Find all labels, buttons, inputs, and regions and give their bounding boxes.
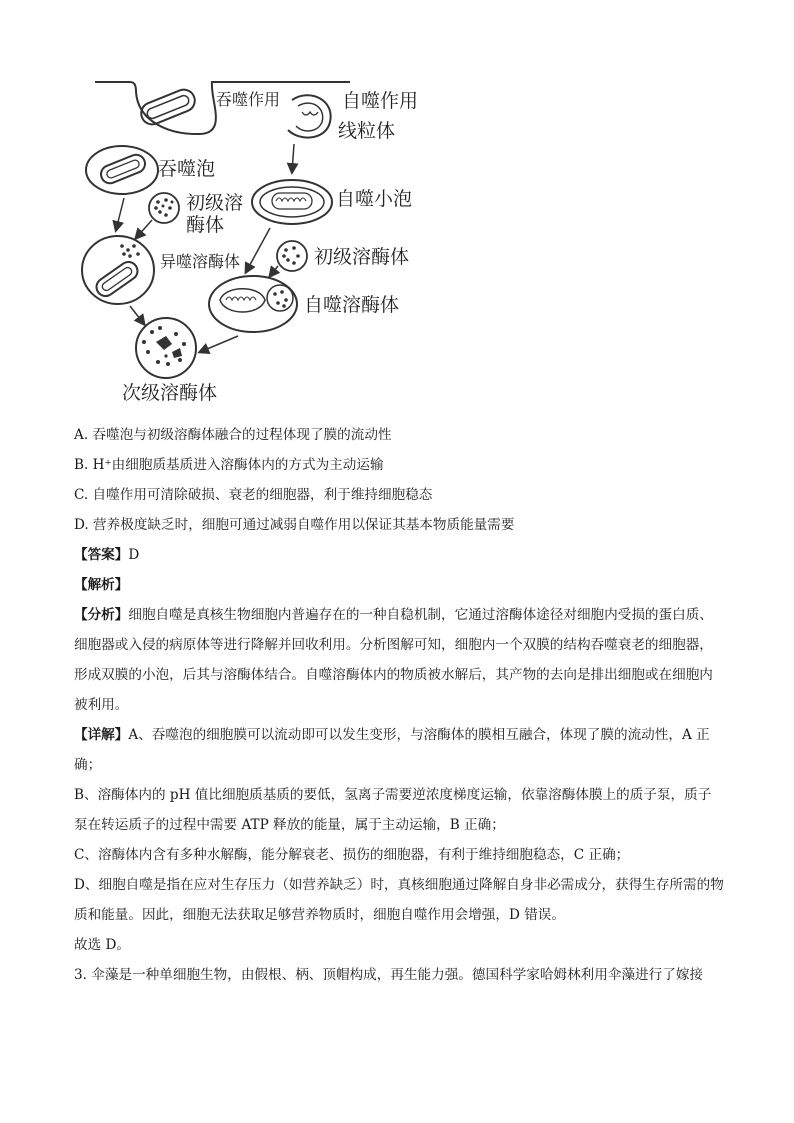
label-autophagosome: 自噬小泡 — [336, 188, 413, 210]
arrow-hetero-to-secondary — [130, 306, 144, 324]
option-a: A. 吞噬泡与初级溶酶体融合的过程体现了膜的流动性 — [74, 427, 392, 443]
analysis-tag: 【分析】 — [74, 607, 129, 623]
secondary-lysosome — [136, 318, 196, 378]
heterophagic-lysosome — [82, 236, 154, 304]
conclusion: 故选 D。 — [74, 937, 131, 953]
autophagic-lysosome — [209, 276, 297, 332]
arrow-auto-to-secondary — [200, 336, 238, 352]
arrow-lysosome1-merge — [136, 220, 152, 238]
answer-tag: 【答案】 — [74, 547, 129, 563]
diagram-drawing — [60, 60, 480, 410]
bacterium-at-membrane — [138, 86, 198, 127]
answer-value: D — [128, 547, 140, 563]
detail-tag: 【详解】 — [74, 727, 129, 743]
detail-c: C、溶酶体内含有多种水解酶，能分解衰老、损伤的细胞器，有利于维持细胞稳态，C 正确； — [74, 847, 630, 863]
arrow-autophagy-down — [292, 144, 294, 172]
next-question: 3. 伞藻是一种单细胞生物，由假根、柄、顶帽构成，再生能力强。德国科学家哈姆林利用伞藻进行了嫁接 — [74, 967, 704, 983]
arrow-autophagosome-down — [246, 228, 270, 272]
question-body — [74, 420, 724, 990]
analysis-text: 细胞自噬是真核生物细胞内普遍存在的一种自稳机制，它通过溶酶体途径对细胞内受损的蛋白质、细胞器或入侵的病原体等进行降解并回收利用。分析图解可知，细胞内一个双膜的结构吞噬衰老的细胞器，形成双膜的小泡，后其与溶酶体结合。自噬溶酶体内的物质被水解后，其产物的去向是排出细胞或在细胞内被利用。 — [74, 607, 713, 713]
label-heterophagic-lysosome: 异噬溶酶体 — [160, 252, 241, 271]
label-primary-lysosome-1-line1: 初级溶 — [186, 192, 244, 214]
autophagosome — [252, 180, 332, 224]
label-secondary-lysosome: 次级溶酶体 — [122, 382, 218, 404]
option-c: C. 自噬作用可清除破损、衰老的细胞器，利于维持细胞稳态 — [74, 487, 433, 503]
label-phagocytosis: 吞噬作用 — [216, 90, 281, 109]
detail-d: D、细胞自噬是指在应对生存压力（如营养缺乏）时，真核细胞通过降解自身非必需成分，获得生存所需的物质和能量。因此，细胞无法获取足够营养物质时，细胞自噬作用会增强，D 错误。 — [74, 877, 724, 923]
answer-line — [74, 540, 724, 570]
analysis-title: 【解析】 — [74, 577, 129, 593]
detail-a — [74, 720, 724, 780]
phagosome — [86, 146, 158, 194]
primary-lysosome-2 — [277, 241, 307, 271]
label-mitochondrion: 线粒体 — [338, 120, 396, 142]
arrow-lysosome2-merge — [270, 266, 278, 276]
lysosome-pathway-diagram — [60, 60, 480, 410]
label-autophagy: 自噬作用 — [342, 90, 419, 112]
option-b: B. H⁺由细胞质基质进入溶酶体内的方式为主动运输 — [74, 457, 384, 473]
label-primary-lysosome-1-line2: 酶体 — [186, 214, 225, 236]
analysis-paragraph — [74, 600, 724, 720]
detail-b: B、溶酶体内的 pH 值比细胞质基质的要低，氢离子需要逆浓度梯度运输，依靠溶酶体膜上的质子泵，质子泵在转运质子的过程中需要 ATP 释放的能量，属于主动运输，B 正确； — [74, 787, 712, 833]
option-d: D. 营养极度缺乏时，细胞可通过减弱自噬作用以保证其基本物质能量需要 — [74, 517, 515, 533]
label-phagosome: 吞噬泡 — [158, 158, 216, 180]
primary-lysosome-1 — [149, 193, 179, 223]
label-primary-lysosome-2: 初级溶酶体 — [314, 246, 410, 268]
arrow-phagosome-down — [116, 198, 124, 230]
label-autophagic-lysosome: 自噬溶酶体 — [304, 294, 400, 316]
detail-a-text: A、吞噬泡的细胞膜可以流动即可以发生变形，与溶酶体的膜相互融合，体现了膜的流动性，A 正确； — [74, 727, 710, 773]
mitochondrion-autophagy — [288, 95, 331, 137]
